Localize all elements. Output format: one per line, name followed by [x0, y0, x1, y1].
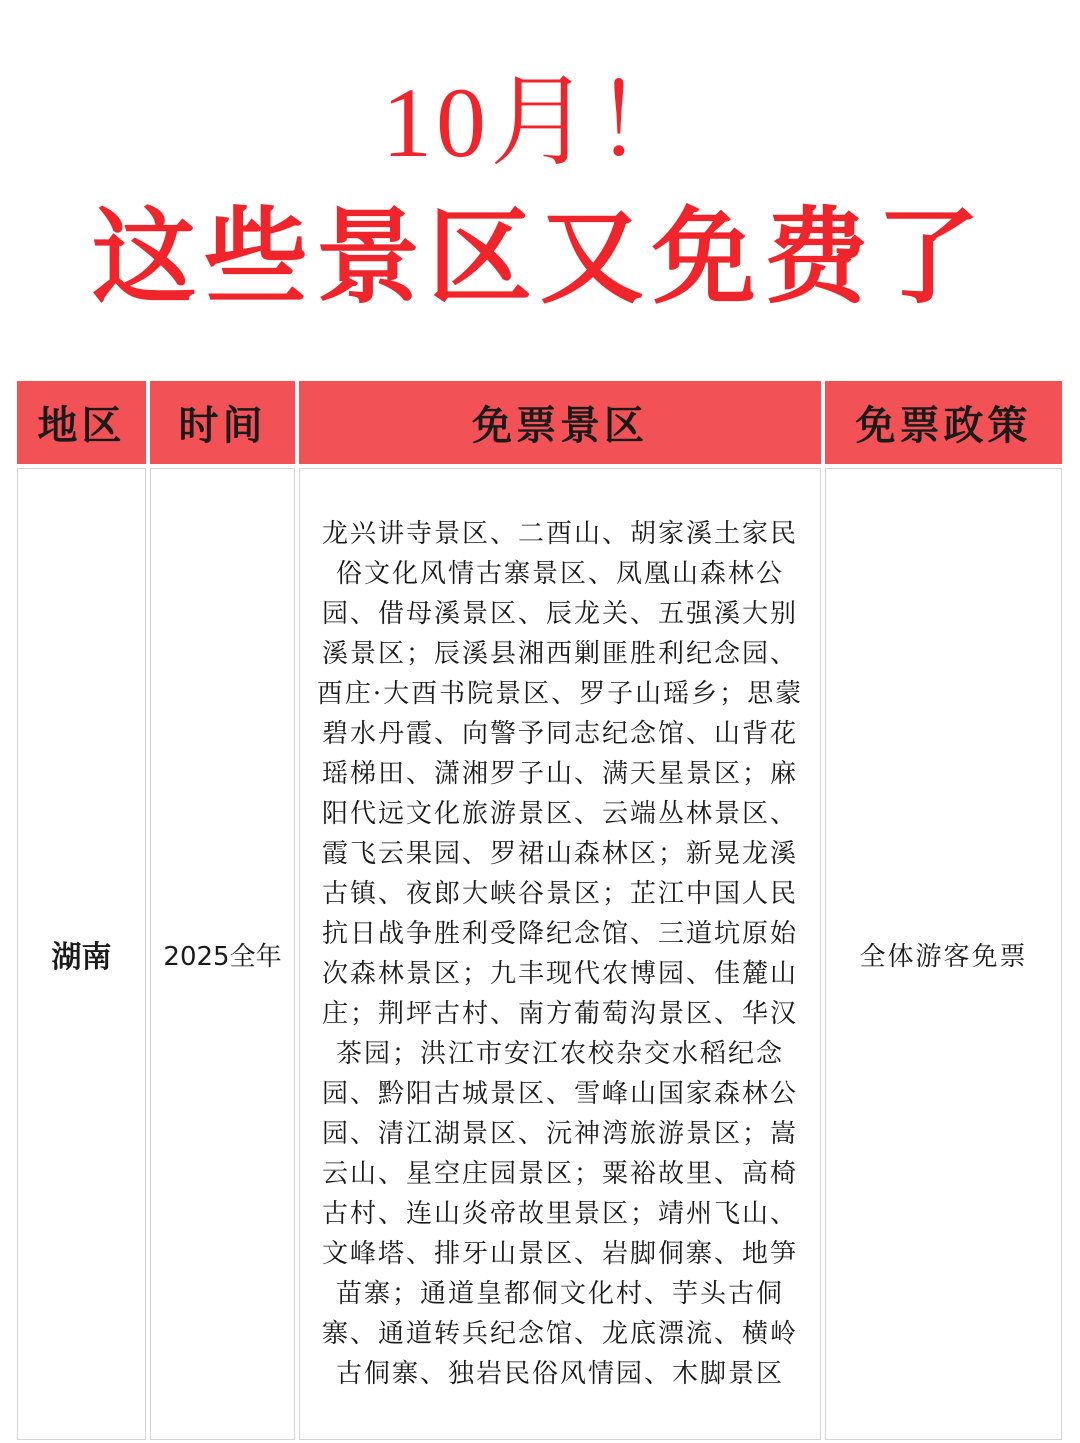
cell-region: 湖南: [17, 468, 146, 1440]
cell-policy: 全体游客免票: [825, 468, 1062, 1440]
header-policy: 免票政策: [825, 381, 1062, 464]
header-region: 地区: [17, 381, 146, 464]
header-time: 时间: [150, 381, 295, 464]
scenic-spots-list: 龙兴讲寺景区、二酉山、胡家溪土家民俗文化风情古寨景区、凤凰山森林公园、借母溪景区、辰龙关、五强溪大别溪景区；辰溪县湘西剿匪胜利纪念园、酉庄·大酉书院景区、罗子山瑶乡；思蒙碧水丹霞、向警予同志纪念馆、山背花瑶梯田、潇湘罗子山、满天星景区；麻阳代远文化旅游景区、云端丛林景区、霞飞云果园、罗裙山森林区；新晃龙溪古镇、夜郎大峡谷景区；芷江中国人民抗日战争胜利受降纪念馆、三道坑原始次森林景区；九丰现代农博园、佳麓山庄；荆坪古村、南方葡萄沟景区、华汉茶园；洪江市安江农校杂交水稻纪念园、黔阳古城景区、雪峰山国家森林公园、清江湖景区、沅神湾旅游景区；嵩云山、星空庄园景区；粟裕故里、高椅古村、连山炎帝故里景区；靖州飞山、文峰塔、排牙山景区、岩脚侗寨、地笋苗寨；通道皇都侗文化村、芋头古侗寨、通道转兵纪念馆、龙底漂流、横岭古侗寨、独岩民俗风情园、木脚景区: [316, 519, 804, 1389]
page-title-line1: 10月！: [382, 67, 698, 178]
header-spots: 免票景区: [299, 381, 821, 464]
page-title-line2: 这些景区又免费了: [91, 195, 988, 318]
cell-spots: [299, 468, 821, 1440]
cell-time: 2025全年: [150, 468, 295, 1440]
